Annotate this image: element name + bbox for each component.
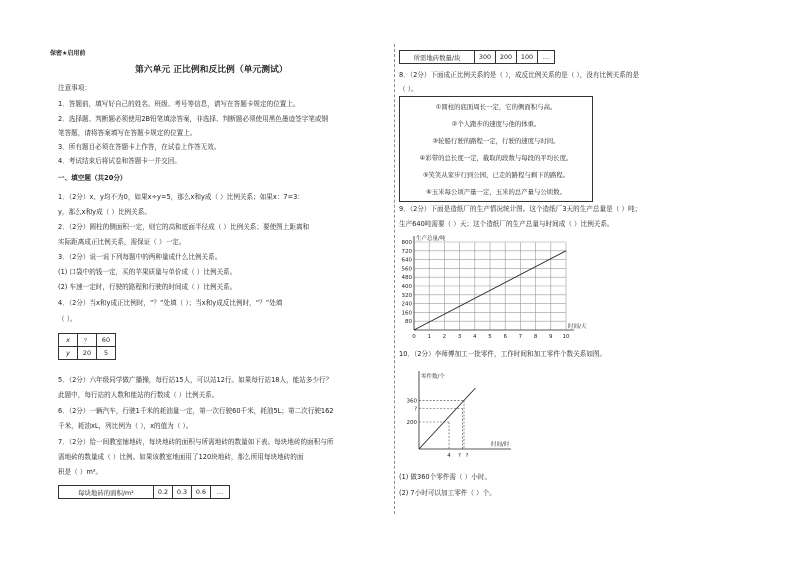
q7-table-area [58,485,230,499]
note-line: 笔答题，请将答案填写在答题卡规定的位置上。 [58,129,197,137]
question-8-line: 8．（2分）下面成正比例关系的是（ ），成反比例关系的是（ ），没有比例关系的是 [399,71,640,79]
question-7-line: 积是（ ）m²。 [58,468,103,476]
y-tick-label: 200 [406,420,417,426]
question-8-line: （ ）。 [399,85,418,93]
y-tick-label: ? [414,406,417,413]
y-axis-label: 零件数/个 [421,374,445,380]
x-tick-label: 1 [427,334,431,340]
x-tick-label: 9 [549,334,553,340]
page-title: 第六单元 正比例和反比例（单元测试） [135,65,288,75]
table-row [59,347,116,360]
question-10-sub: (1) 做360个零件需（ ）小时。 [399,473,492,481]
table-row [59,334,116,347]
question-2-line: 2．（2分）圆柱的侧面积一定，则它的高和底面半径成（ ）比例关系；要使图上距离和 [58,223,310,231]
note-line: 1．答题前，填写好自己的姓名、班级、考号等信息，请写在答题卡规定的位置上。 [58,100,300,108]
option-item: ④彩带的总长度一定，截取的段数与每段的平均长度。 [419,154,573,162]
table-row [400,51,555,64]
y-tick-label: 480 [401,275,412,282]
table-cell: … [211,486,230,499]
note-line: 3．所有题目必须在答题卡上作答，在试卷上作答无效。 [58,143,221,151]
table-cell: 60 [97,334,116,347]
note-line: 4．考试结束后将试卷和答题卡一并交回。 [58,157,181,165]
question-9-line: 9．（2分）下面是造纸厂的生产情况统计图。这个造纸厂3天的生产总量是（ ）吨； [399,205,642,213]
notes-title: 注意事项： [58,84,91,92]
question-1-line: y，那么x和y成（ ）比例关系。 [58,208,151,216]
parts-time-chart [395,365,525,465]
x-tick-label: 4 [447,453,451,459]
table-cell: ？ [78,334,97,347]
y-tick-label: 400 [401,284,412,290]
option-item: ②个人跑步的速度与他的体重。 [451,120,541,128]
option-item: ⑤笑笑从家步行到公园，已走的路程与剩下的路程。 [422,171,570,179]
x-tick-label: 7 [518,334,523,340]
table-cell: 所需地砖数量/块 [400,51,475,64]
table-cell: 0.3 [173,486,192,499]
y-tick-label: 160 [401,310,412,317]
table-cell: 100 [517,51,538,64]
table-cell: 每块地砖的面积/m² [59,486,154,499]
series-line [419,388,475,449]
y-tick-label: 80 [405,319,412,326]
table-cell: 0.6 [192,486,211,499]
question-1-line: 1．（2分）x、y均不为0，如果x÷y=5，那么x和y成（ ）比例关系；如果x：7=3： [58,193,304,201]
y-tick-label: 360 [406,398,417,405]
table-cell: … [538,51,555,64]
x-tick-label: 8 [533,334,538,340]
q7-table-count [399,50,555,64]
x-tick-label: 3 [457,334,462,340]
question-3-line: (2) 车速一定时，行驶的路程和行驶的时间成（ ）比例关系。 [58,283,237,291]
y-tick-label: 640 [401,257,412,264]
note-line: 2．选择题、判断题必须使用2B铅笔填涂答案，非选择、判断题必须使用黑色墨迹签字笔或钢 [58,115,329,123]
x-tick-label: 6 [503,334,507,340]
y-axis-label: 生产总量/吨 [416,236,446,242]
table-cell: 20 [78,347,97,360]
y-tick-label: 720 [401,248,412,255]
table-cell: x [59,334,78,347]
y-tick-label: 800 [401,240,412,246]
table-cell: 200 [496,51,517,64]
question-2-line: 实际距离成正比例关系，需保证（ ）一定。 [58,238,186,246]
x-tick-label: 2 [442,334,447,340]
option-item: ⑥玉米每公顷产量一定，玉米的总产量与公顷数。 [426,188,566,196]
question-9-line: 生产640吨需要（ ）天；这个造纸厂的生产总量与时间成（ ）比例关系。 [399,220,614,228]
question-6-line: 千米，耗油xL，列比例为（ ），x的值为（ ）。 [58,422,193,430]
x-tick-label: 5 [488,334,492,340]
question-6-line: 6．（2分）一辆汽车，行驶1千米的耗油量一定，第一次行驶60千米，耗油5L；第二次行驶162 [58,407,334,415]
question-4-line: （ ）。 [58,315,77,323]
x-axis-label: 时间/天 [568,324,587,330]
y-tick-label: 240 [401,301,412,308]
x-tick-label: 0 [412,334,416,340]
option-item: ①圆柱的底面周长一定，它的侧面积与高。 [435,103,557,111]
x-tick-label: 10 [562,334,570,340]
section-heading: 一、填空题（共20分） [58,174,127,182]
question-7-line: 7．（2分）给一间教室铺地砖，每块地砖的面积与所需地砖的数量如下表。每块地砖的面积与所 [58,438,334,446]
question-3-line: 3．（2分）说一说下列每题中的两种量成什么比例关系。 [58,253,222,261]
x-axis-label: 时间/时 [491,442,510,448]
question-7-line: 需地砖的数量成（ ）比例。如果该教室地面用了120块地砖，那么所用每块地砖的面 [58,453,304,461]
x-tick-label: 4 [473,334,477,340]
question-5-line: 5．（2分）六年级同学做广播操，每行站15人，可以站12行。如果每行站18人，能站多少行？ [58,376,333,384]
question-5-line: 此题中，每行站的人数和能站的行数成（ ）比例关系。 [58,391,219,399]
y-tick-label: 560 [401,266,412,273]
q8-options-box [399,96,593,202]
table-cell: 0.2 [154,486,173,499]
y-tick-label: 320 [401,292,412,299]
production-line-chart [390,230,630,345]
table-cell: 5 [97,347,116,360]
question-10-sub: (2) 7小时可以加工零件（ ）个。 [399,489,496,497]
table-cell: y [59,347,78,360]
question-10-line: 10．（2分）李师傅加工一批零件，工作时间和加工零件个数关系如图。 [399,350,607,358]
q4-table [58,333,116,360]
option-item: ③轮船行驶的路程一定，行驶的速度与时间。 [432,137,560,145]
table-cell: 300 [475,51,496,64]
x-tick-label: ? [465,453,469,459]
question-4-line: 4．（2分）当x和y成正比例时，“？”处填（ ）；当x和y成反比例时，“？”处填 [58,299,283,307]
secret-label: 保密★启用前 [50,50,86,57]
question-3-line: (1) 口袋中的钱一定，买的苹果质量与单价成（ ）比例关系。 [58,268,237,276]
table-row [59,486,230,499]
x-tick-label: ? [458,453,461,459]
